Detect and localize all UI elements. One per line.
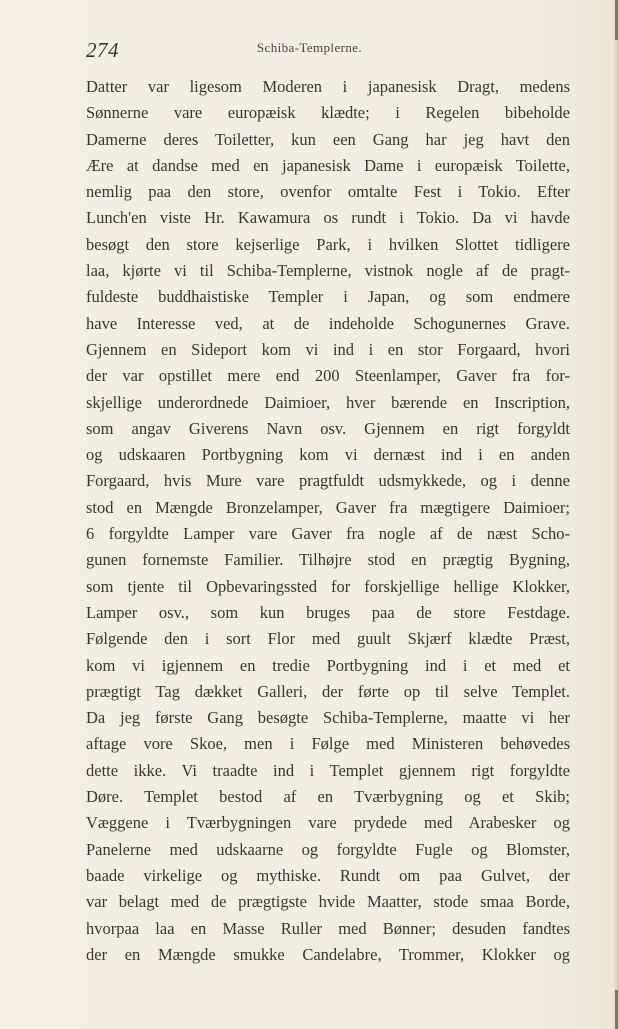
text-line: Ære at dandse med en japanesisk Dame i europæisk Toilette, — [86, 155, 570, 175]
text-line: Damerne deres Toiletter, kun een Gang har jeg havt den — [86, 129, 570, 149]
text-line: Forgaard, hvis Mure vare pragtfuldt udsmykkede, og i denne — [86, 471, 570, 491]
page-number: 274 — [86, 38, 119, 62]
text-line: nemlig paa den store, ovenfor omtalte Fest i Tokio. Efter — [86, 182, 570, 202]
text-line: var belagt med de prægtigste hvide Maatter, stode smaa Borde, — [86, 892, 570, 912]
text-line: Lamper osv., som kun bruges paa de store Festdage. — [86, 602, 570, 622]
running-head: Schiba-Templerne. — [256, 40, 363, 55]
text-line: prægtigt Tag dækket Galleri, der førte op til selve Templet. — [86, 681, 570, 701]
text-line: gunen fornemste Familier. Tilhøjre stod en prægtig Bygning, — [86, 550, 570, 570]
page-edge-mark — [615, 990, 618, 1029]
text-line: have Interesse ved, at de indeholde Schogunernes Grave. — [86, 313, 570, 333]
text-line: dette ikke. Vi traadte ind i Templet gjennem rigt forgyldte — [86, 760, 570, 780]
page-edge-mark — [615, 0, 618, 40]
text-line: der var opstillet mere end 200 Steenlamper, Gaver fra for- — [86, 366, 570, 386]
text-line: besøgt den store kejserlige Park, i hvilken Slottet tidligere — [86, 234, 570, 254]
text-line: der en Mængde smukke Candelabre, Trommer, Klokker og — [86, 944, 570, 964]
text-line: skjellige underordnede Daimioer, hver bærende en Inscription, — [86, 392, 570, 412]
text-line: som angav Giverens Navn osv. Gjennem en rigt forgyldt — [86, 418, 570, 438]
text-line: Panelerne med udskaarne og forgyldte Fugle og Blomster, — [86, 839, 570, 859]
text-line: Sønnerne vare europæisk klædte; i Regelen bibeholde — [86, 103, 570, 123]
body-text — [86, 74, 570, 968]
text-line: hvorpaa laa en Masse Ruller med Bønner; desuden fandtes — [86, 918, 570, 938]
text-line: Gjennem en Sideport kom vi ind i en stor Forgaard, hvori — [86, 339, 570, 359]
text-line: 6 forgyldte Lamper vare Gaver fra nogle af de næst Scho- — [86, 524, 570, 544]
text-line: Lunch'en viste Hr. Kawamura os rundt i Tokio. Da vi havde — [86, 208, 570, 228]
text-line: laa, kjørte vi til Schiba-Templerne, vistnok nogle af de pragt- — [86, 261, 570, 281]
text-line: stod en Mængde Bronzelamper, Gaver fra mægtigere Daimioer; — [86, 497, 570, 517]
text-line: som tjente til Opbevaringssted for forskjellige hellige Klokker, — [86, 576, 570, 596]
text-line: aftage vore Skoe, men i Følge med Ministeren behøvedes — [86, 734, 570, 754]
text-line: Følgende den i sort Flor med guult Skjærf klædte Præst, — [86, 629, 570, 649]
page-edge-shadow — [613, 0, 619, 1029]
text-line: Da jeg første Gang besøgte Schiba-Templerne, maatte vi her — [86, 708, 570, 728]
text-line: Datter var ligesom Moderen i japanesisk Dragt, medens — [86, 77, 570, 96]
text-line: baade virkelige og mythiske. Rundt om paa Gulvet, der — [86, 865, 570, 885]
text-line: og udskaaren Portbygning kom vi dernæst ind i en anden — [86, 445, 570, 465]
text-line: Væggene i Tværbygningen vare prydede med Arabesker og — [86, 813, 570, 833]
text-line: Døre. Templet bestod af en Tværbygning og et Skib; — [86, 787, 570, 807]
text-line: kom vi igjennem en tredie Portbygning ind i et med et — [86, 655, 570, 675]
text-line: fuldeste buddhaistiske Templer i Japan, og som endmere — [86, 287, 570, 307]
